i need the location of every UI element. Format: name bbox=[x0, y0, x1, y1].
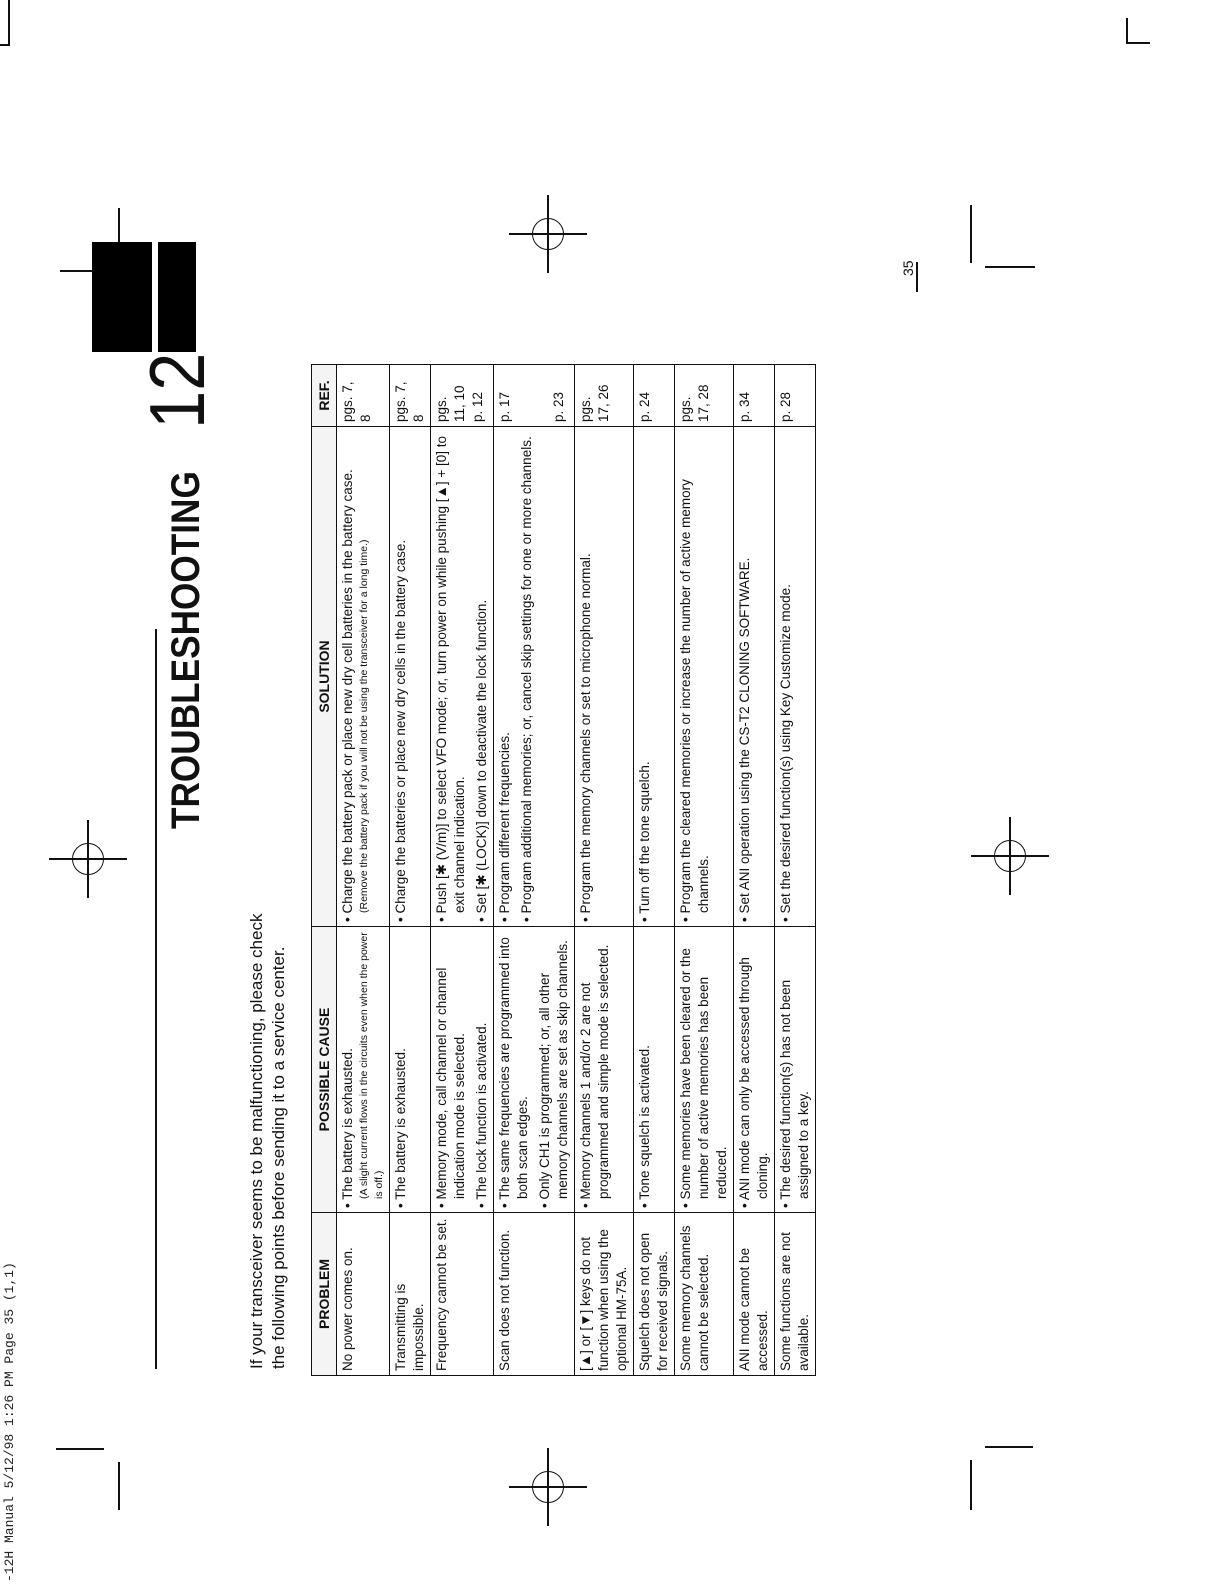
solution-cell bbox=[431, 427, 494, 927]
cause-item: • The battery is exhausted. bbox=[393, 1048, 408, 1208]
solution-item: • Set [✱ (LOCK)] down to deactivate the lock function. bbox=[474, 599, 489, 922]
solution-cell bbox=[634, 427, 675, 927]
solution-item: • Program additional memories; or, cancel skip settings for one or more channels. bbox=[519, 436, 534, 922]
solution-item: • Turn off the tone squelch. bbox=[637, 761, 652, 922]
solution-note: (Remove the battery pack if you will not be using the transceiver for a long time.) bbox=[358, 539, 370, 913]
solution-cell bbox=[734, 427, 775, 927]
ref-cell: p. 34 bbox=[734, 365, 775, 427]
table-row bbox=[390, 365, 431, 1376]
chapter-rule bbox=[155, 629, 157, 1369]
ref-cell: p. 28 bbox=[775, 365, 816, 427]
page-number: 35 bbox=[900, 260, 916, 276]
solution-cell bbox=[337, 427, 390, 927]
ref-cell: pgs. 17, 28 bbox=[675, 365, 734, 427]
header-possible-cause: POSSIBLE CAUSE bbox=[312, 927, 337, 1213]
intro-text bbox=[246, 609, 290, 1369]
header-solution: SOLUTION bbox=[312, 427, 337, 927]
header-problem: PROBLEM bbox=[312, 1213, 337, 1376]
cause-cell bbox=[431, 927, 494, 1213]
solution-item: • Set the desired function(s) using Key Customize mode. bbox=[778, 584, 793, 922]
table-row bbox=[337, 365, 390, 1376]
problem-cell: Transmitting is impossible. bbox=[390, 1213, 431, 1376]
cause-cell bbox=[734, 927, 775, 1213]
solution-cell bbox=[390, 427, 431, 927]
cause-item: • Only CH1 is programmed; or, all other memory channels are set as skip channels. bbox=[537, 940, 570, 1208]
solution-item: • Program the cleared memories or increase the number of active memory channels. bbox=[678, 479, 711, 922]
table-header-row bbox=[312, 365, 337, 1376]
solution-item: • Charge the battery pack or place new dry cell batteries in the battery case. bbox=[340, 469, 355, 922]
solution-item: • Program different frequencies. bbox=[497, 732, 512, 922]
table-row bbox=[431, 365, 494, 1376]
solution-cell bbox=[675, 427, 734, 927]
ref-cell: pgs. 11, 10 p. 12 bbox=[431, 365, 494, 427]
printer-slug: -12H Manual 5/12/98 1:26 PM Page 35 (1,1) bbox=[2, 1262, 17, 1582]
cause-item: • Memory mode, call channel or channel indication mode is selected. bbox=[434, 967, 467, 1208]
solution-item: • Push [✱ (V/m)] to select VFO mode; or, turn power on while pushing [▲] + [0] to exit channel indication. bbox=[434, 436, 467, 922]
ref-cell: p. 24 bbox=[634, 365, 675, 427]
cause-item: • Tone squelch is activated. bbox=[637, 1045, 652, 1208]
intro-line-1: If your transceiver seems to be malfunctioning, please check bbox=[247, 913, 266, 1369]
problem-cell: [▲] or [▼] keys do not function when using the optional HM-75A. bbox=[575, 1213, 634, 1376]
chapter-tab-block bbox=[92, 242, 196, 352]
solution-cell bbox=[775, 427, 816, 927]
table-row bbox=[734, 365, 775, 1376]
problem-cell: Squelch does not open for received signals. bbox=[634, 1213, 675, 1376]
cause-item: • ANI mode can only be accessed through cloning. bbox=[737, 957, 770, 1208]
troubleshooting-table bbox=[311, 364, 816, 1376]
table-row bbox=[634, 365, 675, 1376]
problem-cell: No power comes on. bbox=[337, 1213, 390, 1376]
problem-cell: Some memory channels cannot be selected. bbox=[675, 1213, 734, 1376]
cause-cell bbox=[575, 927, 634, 1213]
cause-item: • Some memories have been cleared or the number of active memories has been reduced. bbox=[678, 948, 729, 1208]
solution-item: • Charge the batteries or place new dry cells in the battery case. bbox=[393, 539, 408, 922]
ref-cell: pgs. 17, 26 bbox=[575, 365, 634, 427]
cause-item: • Memory channels 1 and/or 2 are not programmed and simple mode is selected. bbox=[578, 944, 611, 1208]
problem-cell: ANI mode cannot be accessed. bbox=[734, 1213, 775, 1376]
chapter-title: TROUBLESHOOTING bbox=[164, 471, 208, 829]
cause-item: • The lock function is activated. bbox=[474, 1022, 489, 1208]
cause-cell bbox=[634, 927, 675, 1213]
cause-cell bbox=[494, 927, 575, 1213]
solution-cell bbox=[494, 427, 575, 927]
header-ref: REF. bbox=[312, 365, 337, 427]
solution-item: • Set ANI operation using the CS-T2 CLONING SOFTWARE. bbox=[737, 557, 752, 922]
problem-cell: Scan does not function. bbox=[494, 1213, 575, 1376]
solution-item: • Program the memory channels or set to microphone normal. bbox=[578, 553, 593, 922]
ref-cell: pgs. 7, 8 bbox=[337, 365, 390, 427]
table-row bbox=[775, 365, 816, 1376]
cause-item: • The same frequencies are programmed into both scan edges. bbox=[497, 937, 530, 1208]
intro-line-2: the following points before sending it to a service center. bbox=[269, 946, 288, 1369]
table-row bbox=[494, 365, 575, 1376]
cause-item: • The desired function(s) has not been assigned to a key. bbox=[778, 979, 811, 1208]
cause-cell bbox=[390, 927, 431, 1213]
cause-cell bbox=[675, 927, 734, 1213]
cause-cell bbox=[337, 927, 390, 1213]
problem-cell: Some functions are not available. bbox=[775, 1213, 816, 1376]
problem-cell: Frequency cannot be set. bbox=[431, 1213, 494, 1376]
solution-cell bbox=[575, 427, 634, 927]
ref-cell: pgs. 7, 8 bbox=[390, 365, 431, 427]
table-body bbox=[337, 365, 816, 1376]
cause-item: • The battery is exhausted. bbox=[340, 1048, 355, 1208]
table-row bbox=[675, 365, 734, 1376]
cause-note: (A slight current flows in the circuits even when the power is off.) bbox=[358, 932, 385, 1199]
chapter-tab-divider bbox=[152, 242, 158, 352]
table-row bbox=[575, 365, 634, 1376]
chapter-number: 12 bbox=[133, 352, 221, 429]
ref-cell: p. 17 p. 23 bbox=[494, 365, 575, 427]
cause-cell bbox=[775, 927, 816, 1213]
